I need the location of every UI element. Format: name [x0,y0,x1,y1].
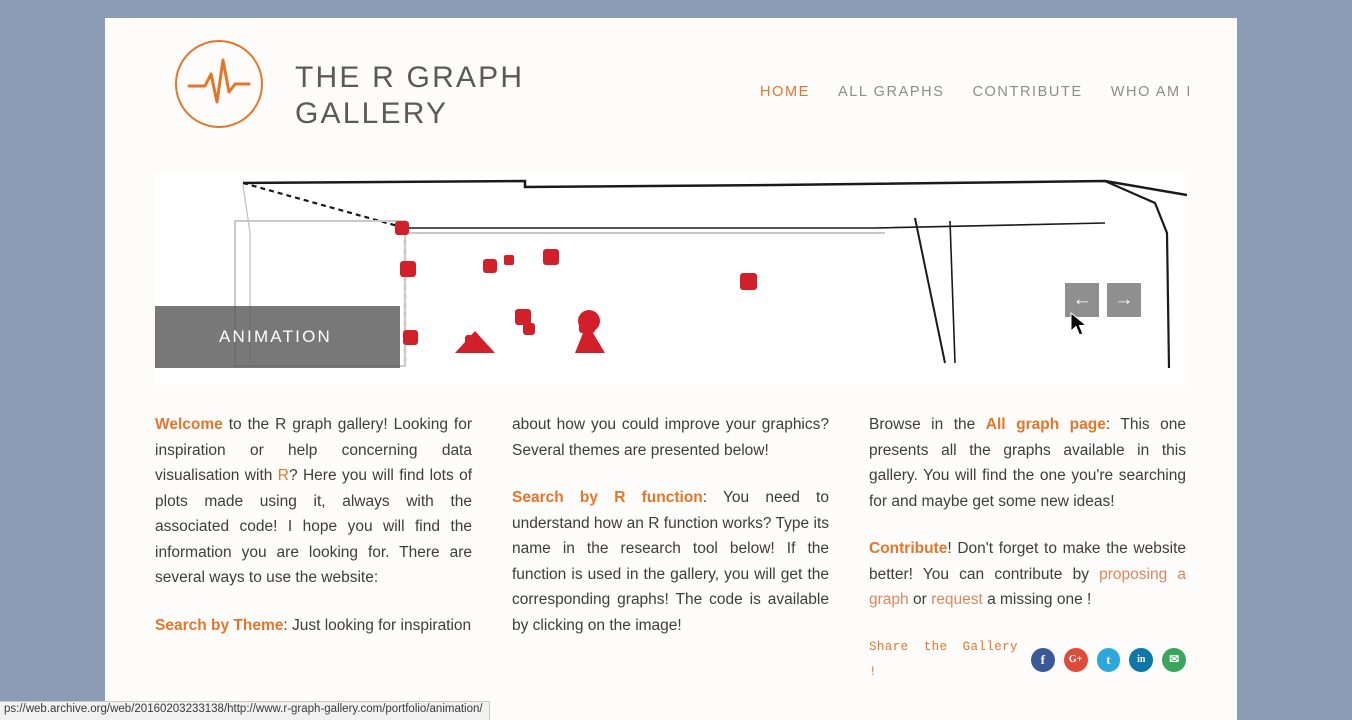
search-by-theme-lead: Search by Theme [155,616,284,634]
nav-item-all-graphs[interactable]: ALL GRAPHS [837,84,945,100]
intro-paragraph-2 [155,613,472,639]
share-label: Share the Gallery ! [869,639,1018,679]
intro-column-1 [155,412,472,686]
welcome-lead: Welcome [155,416,223,433]
proposing-a-graph-link[interactable]: proposing a graph [869,565,1186,608]
search-by-function-lead: Search by R function [512,489,703,506]
contribute-or: or [908,591,932,608]
contribute-lead: Contribute [869,540,948,557]
intro-paragraph-5 [869,412,1186,514]
browse-text-rest: : This one presents all the graphs available in this gallery. You will find the one you're searching for and maybe get some new ideas! [869,416,1187,510]
linkedin-icon[interactable]: in [1129,648,1153,672]
browse-text-pre: Browse in the [869,416,986,433]
intro-column-3 [869,412,1186,686]
site-header [105,18,1237,173]
site-logo[interactable] [175,40,265,130]
google-plus-icon[interactable]: G+ [1064,648,1088,672]
contribute-text-mid: ! Don't forget to make the website better! You can contribute by [869,540,1186,583]
pulse-line-icon [175,40,263,128]
intro-paragraph-1 [155,412,472,591]
share-bar [869,635,1186,686]
brand-line-1: THE R GRAPH [295,61,525,94]
intro-paragraph-4 [512,485,829,638]
nav-item-contribute[interactable]: CONTRIBUTE [972,84,1083,100]
intro-column-2 [512,412,829,686]
main-navigation [760,84,1192,100]
email-icon[interactable]: ✉ [1162,648,1186,672]
r-link[interactable]: R [277,467,289,484]
intro-columns [155,412,1187,686]
slider-prev-button[interactable]: ← [1065,283,1099,317]
welcome-text-b: ? Here you will find lots of plots made using it, always with the associated code! I hope you will find the information you are looking for. There are several ways to use the website: [155,467,473,586]
status-bar-url: ps://web.archive.org/web/20160203233138/http://www.r-graph-gallery.com/portfolio/animation/ [0,701,490,720]
mouse-cursor [1070,312,1088,338]
slider-caption: ANIMATION [155,306,400,368]
twitter-icon[interactable]: t [1097,648,1121,672]
brand-line-2: GALLERY [295,97,449,130]
web-page [105,18,1237,720]
all-graph-page-link[interactable]: All graph page [985,416,1106,433]
request-link[interactable]: request [931,591,983,608]
facebook-icon[interactable]: f [1031,648,1055,672]
contribute-end: a missing one ! [982,591,1092,608]
nav-item-who-am-i[interactable]: WHO AM I [1110,84,1192,100]
welcome-text-a: to the R graph gallery! Looking for inspiration or help concerning data visualisation with [155,416,472,484]
intro-paragraph-3: about how you could improve your graphics? Several themes are presented below! [512,416,829,459]
search-by-function-text: : You need to understand how an R function works? Type its name in the research tool below! If the function is used in the gallery, you will get the corresponding graphs! The code is available by clicking on the image! [512,489,829,634]
brand-title [295,60,524,132]
intro-paragraph-6 [869,536,1186,613]
nav-item-home[interactable]: HOME [760,84,810,100]
search-by-theme-text: : Just looking for inspiration [283,616,472,634]
hero-slider[interactable] [155,173,1187,385]
slider-next-button[interactable]: → [1107,283,1141,317]
